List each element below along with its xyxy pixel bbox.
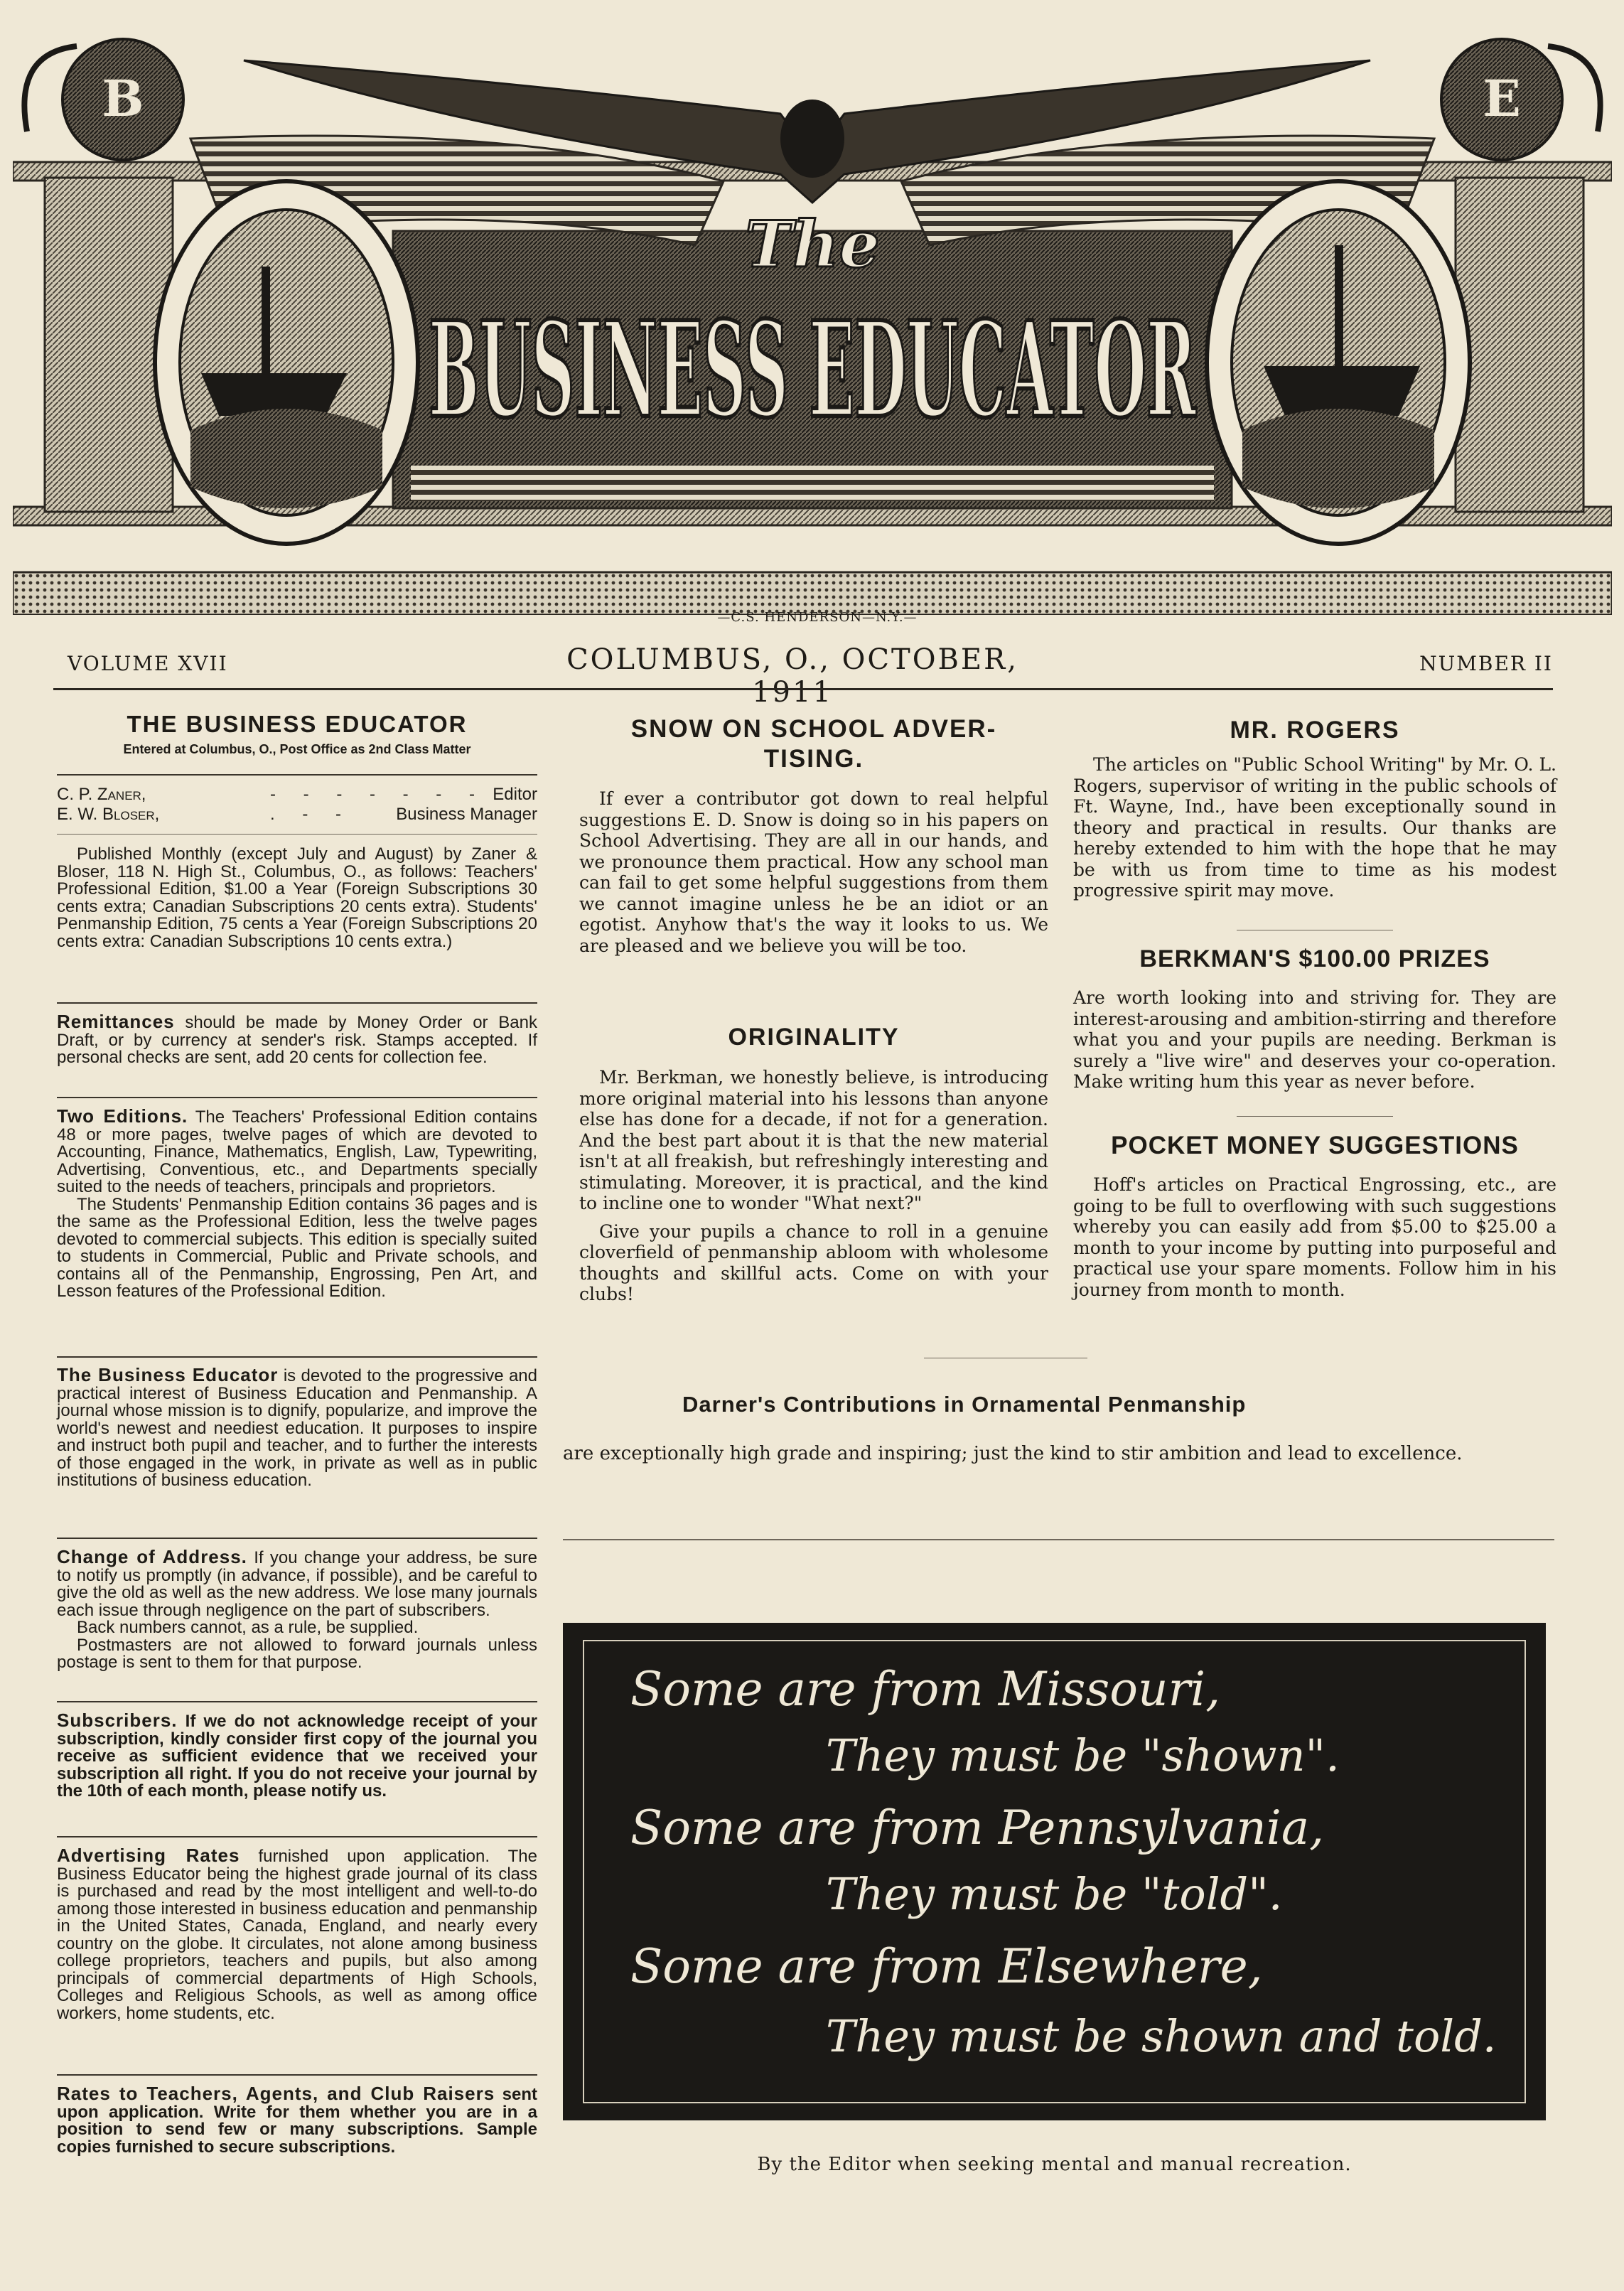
plate-line-5: Some are from Elsewhere, <box>630 1939 1263 1994</box>
staff-row-manager: E. W. Bloser, . - - Business Manager <box>57 805 537 824</box>
col1-title: THE BUSINESS EDUCATOR Entered at Columbus, O., Post Office as 2nd Class Matter <box>57 711 537 757</box>
devoted-notice: The Business Educator is devoted to the progressive and practical interest of Business Education and Penmanship. A journal whose mission is to dignify, popularize, and improve the world's newest and neediest education. It purposes to inspire and instruct both pupil and teacher, and to further the interests of those engaged in the work, in private as well as in public institutions of business education. <box>57 1364 538 1490</box>
issue-number: NUMBER II <box>1419 652 1553 675</box>
rogers-title: MR. ROGERS <box>1230 717 1400 744</box>
published-notice: Published Monthly (except July and August) by Zaner & Bloser, 118 N. High St., Columbus, O., as follows: Teachers' Professional Edition, $1.00 a Year (Foreign Subscriptions 30 cents extra; Canadian Subscriptions 20 cents extra). Students' Penmanship Edition, 75 cents a Year (Foreign Subscriptions 20 cents extra: Canadian Subscriptions 10 cents extra.) <box>57 844 537 951</box>
divider <box>57 834 537 835</box>
plate-caption: By the Editor when seeking mental and manual recreation. <box>757 2154 1352 2175</box>
masthead-illustration <box>13 32 1612 615</box>
divider <box>57 1836 537 1837</box>
address-notice-3: Postmasters are not allowed to forward journals unless postage is sent to them for that purpose. <box>57 1635 537 1672</box>
rates-notice: Rates to Teachers, Agents, and Club Raisers sent upon application. Write for them whether you are in a position to send few or many subscriptions. Sample copies furnished to secure subscriptions. <box>57 2083 537 2157</box>
volume-label: VOLUME XVII <box>68 652 228 675</box>
advertising-notice: Advertising Rates furnished upon application. The Business Educator being the highest grade journal of its class is purchased and read by the most intelligent and well-to-do among those interested in business education and penmanship in the United States, Canada, England, and nearly every country on the globe. It circulates, not alone among business college proprietors, teachers and pupils, but also among principals of commercial departments of High Schools, Colleges and Religious Schools, as well as among office workers, home students, etc. <box>57 1845 537 2023</box>
svg-text:B: B <box>102 69 144 128</box>
plate-line-6: They must be shown and told. <box>826 2010 1497 2062</box>
pocket-article: Hoff's articles on Practical Engrossing, etc., are going to be full to overflowing with such suggestions whereby you can easily add from $5.00 to $25.00 a month to your income by putting into purposeful and practical use your spare moments. Follow him in his journey from month to month. <box>1073 1174 1556 1300</box>
pocket-title: POCKET MONEY SUGGESTIONS <box>1111 1132 1519 1159</box>
berkman-article: Are worth looking into and striving for. They are interest-arousing and ambition-stirring and therefore what you and your pupils are needing. Berkman is surely a "live wire" and deserves your co-operation. Make writing hum this year as never before. <box>1073 987 1556 1092</box>
snow-article: If ever a contributor got down to real helpful suggestions E. D. Snow is doing so in his papers on School Advertising. They are all in our hands, and we pronounce them practical. How any school man can fail to get some helpful suggestions from them we cannot imagine unless he be an idiot or an egotist. Anyhow that's the way it looks to us. We are pleased and we believe you will be too. <box>579 788 1048 956</box>
issue-line <box>68 643 1553 709</box>
plate-line-1: Some are from Missouri, <box>630 1662 1221 1717</box>
divider <box>57 774 537 776</box>
originality-article-2: Give your pupils a chance to roll in a genuine cloverfield of penmanship abloom with wholesome thoughts and skillful acts. Come on with your clubs! <box>579 1220 1048 1304</box>
top-rule <box>53 688 1553 690</box>
divider <box>57 2074 537 2076</box>
snow-title: SNOW ON SCHOOL ADVER- TISING. <box>630 715 997 773</box>
masthead-title-small: The <box>745 207 880 282</box>
address-notice-2: Back numbers cannot, as a rule, be supplied. <box>77 1618 419 1637</box>
berkman-title: BERKMAN'S $100.00 PRIZES <box>1139 945 1490 972</box>
masthead-title: BUSINESS EDUCATOR <box>429 292 1197 447</box>
divider <box>563 1539 1554 1540</box>
short-rule <box>1237 1116 1393 1117</box>
darner-text: are exceptionally high grade and inspiring; just the kind to stir ambition and lead to excellence. <box>563 1443 1463 1464</box>
plate-line-4: They must be "told". <box>826 1868 1283 1920</box>
divider <box>57 1002 537 1004</box>
place-date: COLUMBUS, O., OCTOBER, 1911 <box>566 643 1018 709</box>
divider <box>57 1538 537 1539</box>
masthead-banner <box>13 32 1612 615</box>
svg-text:E: E <box>1483 69 1521 128</box>
address-notice: Change of Address. If you change your address, be sure to notify us promptly (in advance, if possible), and be careful to give the old as well as the new address. We lose many journals each issue through negligence on the part of subscribers. <box>57 1546 537 1620</box>
subscribers-notice: Subscribers. If we do not acknowledge receipt of your subscription, kindly consider first copy of the journal you receive as sufficient evidence that we received your subscription all right. If you do not receive your journal by the 10th of each month, please notify us. <box>57 1710 537 1801</box>
remittances-notice: Remittances should be made by Money Order or Bank Draft, or by currency at sender's risk. Stamps accepted. If personal checks are sent, add 20 cents for collection fee. <box>57 1011 538 1067</box>
rogers-article: The articles on "Public School Writing" by Mr. O. L. Rogers, supervisor of writing in the public schools of Ft. Wayne, Ind., have been exceptionally sound in theory and practical in results. Our thanks are hereby extended to him with the hope that he may be with us from time to time as his modest progressive spirit may move. <box>1073 754 1556 901</box>
staff-row-editor: C. P. Zaner, - - - - - - - Editor <box>57 785 537 804</box>
plate-line-2: They must be "shown". <box>826 1729 1340 1781</box>
editions-notice: Two Editions. The Teachers' Professional Edition contains 48 or more pages, twelve pages of which are devoted to Accounting, Finance, Mathematics, English, Law, Typewriting, Advertising, Conventious, etc., and Departments specially suited to the needs of teachers, principals and proprietors. <box>57 1105 538 1196</box>
divider <box>57 1356 537 1358</box>
originality-title: ORIGINALITY <box>728 1024 900 1051</box>
divider <box>57 1701 537 1702</box>
divider <box>57 1097 537 1098</box>
penmanship-plate <box>563 1623 1546 2120</box>
originality-article: Mr. Berkman, we honestly believe, is introducing more original material into his lessons than anyone else has done for a decade, if not for a generation. And the best part about it is that the new material isn't at all freakish, but refreshingly interesting and stimulating. Moreover, it is practical, and the kind to incline one to wonder "What next?" <box>579 1067 1048 1213</box>
plate-line-3: Some are from Pennsylvania, <box>630 1801 1325 1855</box>
entered-notice: Entered at Columbus, O., Post Office as 2nd Class Matter <box>123 742 471 756</box>
darner-title: Darner's Contributions in Ornamental Penmanship <box>682 1392 1247 1417</box>
staff-list <box>57 785 537 825</box>
engraver-credit: —C.S. HENDERSON—N.Y.— <box>717 610 918 625</box>
editions-notice-2: The Students' Penmanship Edition contains 36 pages and is the same as the Professional Edition, less the twelve pages devoted to commercial subjects. This edition is specially suited to students in Commercial, Public and Private schools, and contains all of the Penmanship, Engrossing, Pen Art, and Lesson features of the Professional Edition. <box>57 1194 537 1301</box>
